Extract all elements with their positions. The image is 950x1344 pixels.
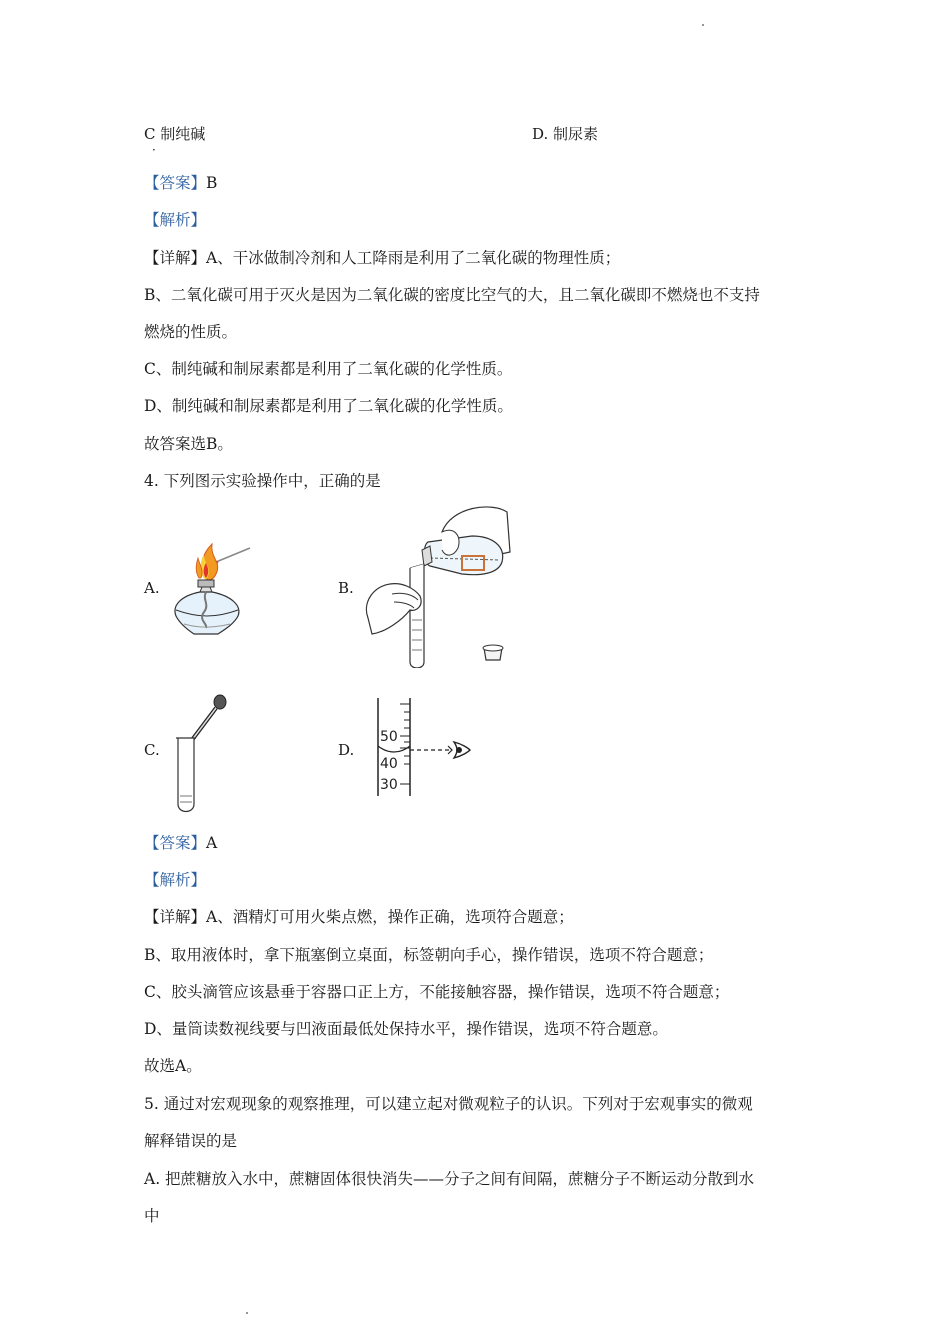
q4-detail-d: D、量筒读数视线要与凹液面最低处保持水平，操作错误，选项不符合题意。: [144, 1020, 668, 1038]
q5-option-a-line1: A. 把蔗糖放入水中，蔗糖固体很快消失——分子之间有间隔，蔗糖分子不断运动分散到水: [144, 1170, 755, 1188]
answer-label: 答案: [159, 834, 191, 852]
analysis-open-bracket: 【: [144, 871, 160, 889]
q3-detail-c: C、制纯碱和制尿素都是利用了二氧化碳的化学性质。: [144, 360, 513, 378]
answer-value: A: [206, 834, 218, 852]
q3-analysis-label: [144, 209, 206, 231]
q4-detail-c: C、胶头滴管应该悬垂于容器口正上方，不能接触容器，操作错误，选项不符合题意；: [144, 983, 730, 1001]
q4-label-a: A.: [144, 579, 160, 597]
detail-text: A、酒精灯可用火柴点燃，操作正确，选项符合题意；: [206, 908, 574, 926]
cylinder-figure: [370, 694, 480, 798]
q3-detail-d: D、制纯碱和制尿素都是利用了二氧化碳的化学性质。: [144, 397, 513, 415]
detail-lead: 【详解】: [144, 908, 207, 926]
footer-mark: [246, 1312, 248, 1314]
q4-conclusion: 故选A。: [144, 1057, 202, 1075]
q4-label-c: C.: [144, 741, 160, 759]
dropper-figure: [170, 692, 230, 816]
detail-lead: 【详解】: [144, 249, 207, 267]
q3-option-c: C 制纯碱: [144, 125, 206, 143]
answer-label: 答案: [159, 174, 191, 192]
q4-answer: [144, 832, 217, 854]
q3-conclusion: 故答案选B。: [144, 435, 233, 453]
corner-mark: [702, 24, 704, 26]
tick-label-50: 50: [380, 729, 398, 745]
q4-stem: 4. 下列图示实验操作中，正确的是: [144, 472, 381, 490]
q3-detail-b1: B、二氧化碳可用于灭火是因为二氧化碳的密度比空气的大，且二氧化碳即不燃烧也不支持: [144, 286, 760, 304]
answer-close-bracket: 】: [190, 834, 207, 852]
q3-option-d: D. 制尿素: [532, 125, 599, 143]
q4-label-b: B.: [338, 579, 354, 597]
analysis-close-bracket: 】: [190, 871, 207, 889]
analysis-close-bracket: 】: [190, 211, 207, 229]
q4-label-d: D.: [338, 741, 355, 759]
q3-option-c-dot: ·: [152, 143, 156, 157]
tick-label-30: 30: [380, 777, 398, 793]
analysis-label: 解析: [159, 211, 191, 229]
tick-label-40: 40: [380, 756, 398, 772]
analysis-open-bracket: 【: [144, 211, 160, 229]
q5-stem-line1: 5. 通过对宏观现象的观察推理，可以建立起对微观粒子的认识。下列对于宏观事实的微观: [144, 1095, 753, 1113]
q4-analysis-label: [144, 869, 206, 891]
q3-detail-a: [144, 247, 620, 269]
q4-detail-a: [144, 906, 574, 928]
answer-value: B: [206, 174, 218, 192]
q4-detail-b: B、取用液体时，拿下瓶塞倒立桌面，标签朝向手心，操作错误，选项不符合题意；: [144, 946, 714, 964]
alcohol-lamp-figure: [168, 538, 254, 638]
q3-answer: [144, 172, 217, 194]
answer-open-bracket: 【: [144, 174, 160, 192]
detail-text: A、干冰做制冷剂和人工降雨是利用了二氧化碳的物理性质；: [206, 249, 621, 267]
answer-close-bracket: 】: [190, 174, 207, 192]
liquid-pouring-figure: [362, 502, 512, 668]
answer-open-bracket: 【: [144, 834, 160, 852]
q5-option-a-line2: 中: [144, 1207, 160, 1225]
q3-detail-b2: 燃烧的性质。: [144, 323, 238, 341]
q5-stem-line2: 解释错误的是: [144, 1132, 238, 1150]
analysis-label: 解析: [159, 871, 191, 889]
